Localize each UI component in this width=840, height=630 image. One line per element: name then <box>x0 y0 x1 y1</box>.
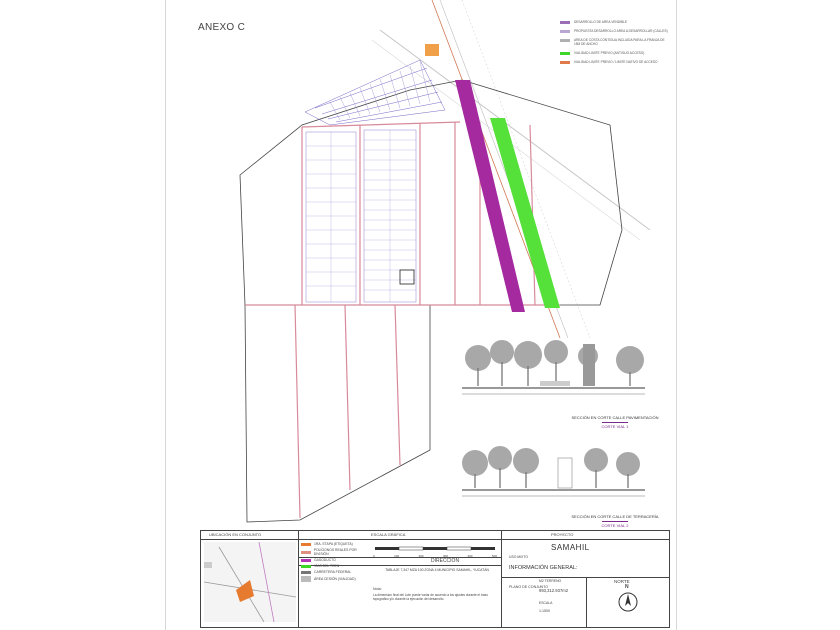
lot-label: M2 TERRENO <box>539 579 562 583</box>
scale-tick: 100 <box>394 554 400 558</box>
location-header: UBICACIÓN EN CONJUNTO <box>209 532 262 537</box>
legend-label: ÁREA CESIÓN (VIALIDAD) <box>314 577 356 581</box>
legend-label: PROPUESTA DESARROLLO AREA A DESARROLLAR (CALLES) <box>574 29 668 33</box>
legend-swatch <box>301 565 311 568</box>
plan-label: PLANO DE CONJUNTO <box>509 585 549 589</box>
north-label: NORTE <box>614 579 630 584</box>
legend-swatch <box>301 551 311 554</box>
location-legend <box>301 542 371 582</box>
scale-tick: 0 <box>373 554 375 558</box>
lot-value: 993,312.937m2 <box>539 588 569 593</box>
location-legend-item <box>301 564 371 568</box>
legend-swatch <box>301 543 311 546</box>
legend-label: DESARROLLO DE AREA VENDIBLE <box>574 20 627 24</box>
legend-label: 1RA. ETAPA (ETIQUETA) <box>314 542 353 546</box>
scale-value: 1:1500 <box>539 609 550 613</box>
scale-tick: 200 <box>418 554 424 558</box>
location-legend-item <box>301 542 371 546</box>
building-silhouette <box>583 344 595 386</box>
section-2-caption <box>560 514 670 528</box>
car-1 <box>540 381 570 386</box>
section-2-title: SECCIÓN EN CORTE CALLE DE TERRACERÍA <box>571 514 659 519</box>
note-title: Nota: <box>373 587 382 591</box>
section-1-caption <box>560 415 670 429</box>
legend-label: AREA DE COSTA CONTIGUA INCLUIDA PARA LA FRANJA DE 15M DE ANCHO <box>574 38 665 46</box>
north-arrow-icon <box>617 591 639 613</box>
legend-label: VIALIDAD LIMITE PREVIO / LIMITE NATIVO DE ACCESO <box>574 60 658 64</box>
note-text: La dimension final del Lote puede variar de acuerdo a los ajustes durante el trazo topografico y/o durante la ejecución del desarrollo. <box>373 593 489 601</box>
title-block <box>200 530 670 628</box>
project-header: PROYECTO <box>551 532 574 537</box>
tree-trunks-2 <box>475 468 628 488</box>
legend-label: GASODUCTO <box>314 558 336 562</box>
legend-label: VIALIDAD LIMITE PREVIO (ANTIGUO ACCESO) <box>574 51 645 55</box>
project-name: SAMAHIL <box>551 543 590 552</box>
legend-swatch <box>301 576 311 582</box>
location-map <box>204 542 296 622</box>
legend-swatch <box>301 571 311 574</box>
legend-label: CARRETERA FEDERAL <box>314 570 352 574</box>
scale-header: ESCALA GRÁFICA <box>371 532 406 537</box>
scale-tick: 400 <box>467 554 473 558</box>
section-1-title: SECCIÓN EN CORTE CALLE PAVIMENTACIÓN <box>571 415 659 420</box>
trees-section-1 <box>465 340 644 374</box>
scale-tick: 500 <box>491 554 497 558</box>
scale-tick: 300 <box>443 554 449 558</box>
section-1-subtitle: CORTE VIAL 1 <box>601 424 629 429</box>
direction-header: DIRECCIÓN <box>431 558 460 564</box>
address: TABLAJE 7,347 MZA 100 ZONA 4 MUNICIPIO SAMAHIL, YUCATÁN <box>385 568 489 572</box>
scale-label: ESCALA <box>539 601 553 605</box>
north-letter: N <box>625 584 629 590</box>
location-legend-item <box>301 558 371 562</box>
legend-label: VÍAS DEL TREN <box>314 564 340 568</box>
location-legend-item <box>301 548 371 556</box>
legend-swatch <box>301 559 311 562</box>
info-header: INFORMACIÓN GENERAL: <box>509 565 578 571</box>
use-label: USO MIXTO <box>509 555 528 559</box>
page-title: ANEXO C <box>198 22 246 33</box>
location-legend-item <box>301 576 371 582</box>
legend-label: POLÍGONOS REALES POR DIVISIÓN <box>313 548 357 556</box>
trees-section-2 <box>462 446 640 476</box>
section-2-subtitle: CORTE VIAL 2 <box>601 523 629 528</box>
location-legend-item <box>301 570 371 574</box>
